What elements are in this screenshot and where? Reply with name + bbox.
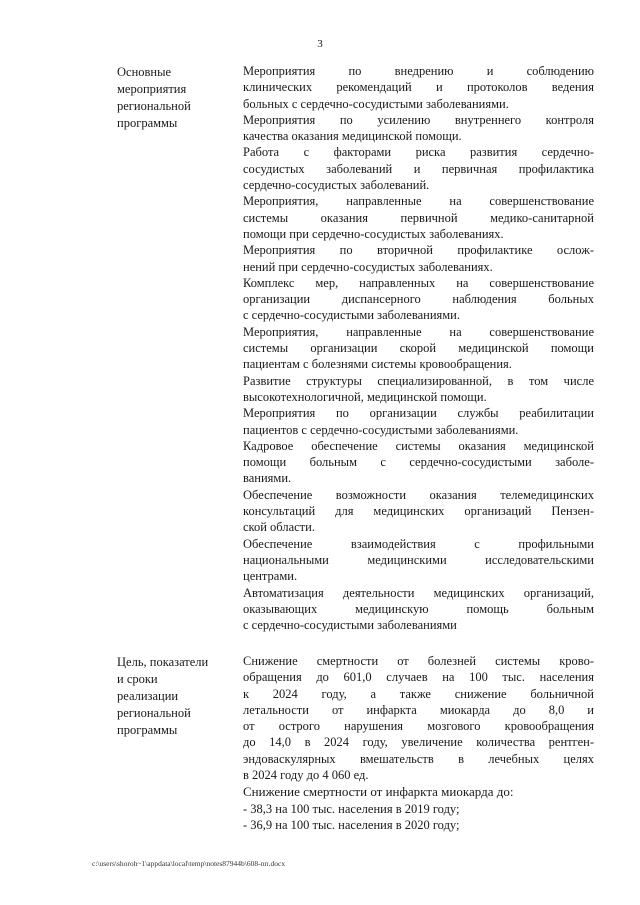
- label-line: и сроки: [117, 672, 158, 686]
- measure-line: Кадровое обеспечение системы оказания медицинской: [243, 438, 594, 453]
- measure-line: системы организации скорой медицинской помощи: [243, 341, 594, 356]
- measure-item: [243, 405, 594, 438]
- goals-list-item: - 36,9 на 100 тыс. населения в 2020 году;: [243, 817, 460, 832]
- label-line: программы: [117, 116, 178, 130]
- measure-item: [243, 193, 594, 242]
- page-number: 3: [317, 38, 323, 50]
- label-line: программы: [117, 723, 178, 737]
- measure-line: сердечно-сосудистых заболеваний.: [243, 178, 430, 193]
- goals-paragraph: [243, 653, 594, 783]
- measure-line: ваниями.: [243, 471, 292, 486]
- measure-line: национальными медицинскими исследовательскими: [243, 552, 594, 567]
- goals-paragraph-line: летальности от инфаркта миокарда до 8,0 и: [243, 702, 594, 717]
- goals-list-item: - 38,3 на 100 тыс. населения в 2019 году;: [243, 801, 460, 816]
- measure-line: Мероприятия по организации службы реабилитации: [243, 406, 594, 421]
- measures-label: [117, 64, 229, 132]
- measure-line: Мероприятия, направленные на совершенствование: [243, 194, 594, 209]
- measure-line: Мероприятия по вторичной профилактике ослож-: [243, 243, 594, 258]
- measure-line: пациентам с болезнями системы кровообращения.: [243, 357, 512, 372]
- label-line: реализации: [117, 689, 179, 703]
- goals-paragraph-line: обращения до 601,0 случаев на 100 тыс. населения: [243, 670, 594, 685]
- measure-line: помощи больным с сердечно-сосудистыми заболе-: [243, 455, 594, 470]
- measure-line: консультаций для медицинских организаций Пензен-: [243, 504, 594, 519]
- measure-line: Развитие структуры специализированной, в том числе: [243, 373, 594, 388]
- measure-line: нений при сердечно-сосудистых заболеваниях.: [243, 259, 493, 274]
- measure-line: Комплекс мер, направленных на совершенствование: [243, 275, 594, 290]
- measure-line: Автоматизация деятельности медицинских организаций,: [243, 585, 594, 600]
- measure-line: помощи при сердечно-сосудистых заболеваниях.: [243, 226, 504, 241]
- goals-paragraph-line: до 14,0 в 2024 году, увеличение количества рентген-: [243, 735, 594, 750]
- measure-item: [243, 275, 594, 324]
- measure-line: Обеспечение взаимодействия с профильными: [243, 536, 594, 551]
- measure-line: больных с сердечно-сосудистыми заболеваниями.: [243, 96, 509, 111]
- goals-paragraph-line: к 2024 году, а также снижение больничной: [243, 686, 594, 701]
- goals-label: [117, 654, 229, 739]
- goals-content: [243, 653, 594, 833]
- goals-subheading: Снижение смертности от инфаркта миокарда до:: [243, 784, 514, 800]
- measure-line: с сердечно-сосудистыми заболеваниями: [243, 618, 457, 633]
- measure-line: сосудистых заболеваний и первичная профилактика: [243, 161, 594, 176]
- measure-line: системы оказания первичной медико-санитарной: [243, 210, 594, 225]
- measure-item: [243, 438, 594, 487]
- measure-line: оказывающих медицинскую помощь больным: [243, 601, 594, 616]
- measure-line: Мероприятия по внедрению и соблюдению: [243, 64, 594, 78]
- measure-item: [243, 242, 594, 275]
- measure-item: [243, 536, 594, 585]
- measures-list: [243, 63, 594, 633]
- measure-line: ской области.: [243, 520, 315, 535]
- label-line: мероприятия: [117, 82, 187, 96]
- measure-line: Мероприятия по усилению внутреннего контроля: [243, 112, 594, 127]
- measure-line: высокотехнологичной, медицинской помощи.: [243, 389, 487, 404]
- goals-paragraph-line: эндоваскулярных вмешательств в лечебных целях: [243, 751, 594, 766]
- footer-file-path: c:\users\shoroh~1\appdata\local\temp\notes87944b\608-пп.docx: [92, 859, 286, 868]
- measure-line: центрами.: [243, 569, 298, 584]
- measure-item: [243, 585, 594, 634]
- measure-line: организации диспансерного наблюдения больных: [243, 292, 594, 307]
- measure-item: [243, 144, 594, 193]
- label-line: региональной: [117, 99, 191, 113]
- goals-paragraph-line: от острого нарушения мозгового кровообращения: [243, 719, 594, 734]
- measure-line: с сердечно-сосудистыми заболеваниями.: [243, 308, 460, 323]
- measure-item: [243, 63, 594, 112]
- label-line: региональной: [117, 706, 191, 720]
- measure-item: [243, 324, 594, 373]
- measure-line: пациентов с сердечно-сосудистыми заболеваниями.: [243, 422, 519, 437]
- measure-line: клинических рекомендаций и протоколов ведения: [243, 80, 594, 95]
- measure-line: качества оказания медицинской помощи.: [243, 129, 462, 144]
- measure-item: [243, 487, 594, 536]
- goals-paragraph-line: Снижение смертности от болезней системы крово-: [243, 654, 594, 668]
- label-line: Цель, показатели: [117, 655, 209, 669]
- label-line: Основные: [117, 65, 172, 79]
- measure-item: [243, 373, 594, 406]
- measure-line: Мероприятия, направленные на совершенствование: [243, 324, 594, 339]
- measure-item: [243, 112, 594, 145]
- measure-line: Работа с факторами риска развития сердечно-: [243, 145, 594, 160]
- measure-line: Обеспечение возможности оказания телемедицинских: [243, 487, 594, 502]
- goals-paragraph-line: в 2024 году до 4 060 ед.: [243, 768, 369, 783]
